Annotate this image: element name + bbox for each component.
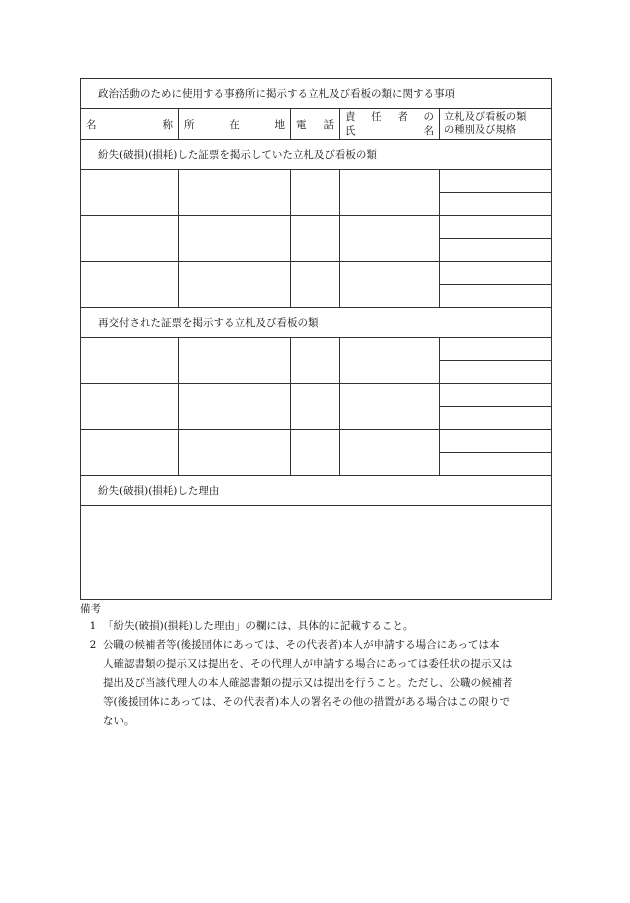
remark-note-2 [80, 636, 555, 731]
address-cell[interactable] [179, 170, 291, 216]
spec-cell[interactable] [440, 407, 552, 430]
responsible-name-cell[interactable] [340, 338, 440, 384]
remarks-title: 備考 [80, 603, 101, 615]
note-line: 公職の候補者等(後援団体にあっては、その代表者)本人が申請する場合にあっては本 [103, 639, 500, 651]
name-cell[interactable] [81, 262, 179, 308]
section-title-lost-signboards: 紛失(破損)(損耗)した証票を掲示していた立札及び看板の類 [81, 140, 552, 170]
reissued-entry-row [81, 430, 552, 453]
note-number: 1 [89, 620, 97, 632]
responsible-name-cell[interactable] [340, 262, 440, 308]
name-cell[interactable] [81, 216, 179, 262]
spec-cell[interactable] [440, 453, 552, 476]
spec-cell[interactable] [440, 285, 552, 308]
header-name: 名 称 [81, 109, 179, 140]
section-office-signboards [81, 79, 552, 109]
spec-cell[interactable] [440, 361, 552, 384]
phone-cell[interactable] [291, 384, 340, 430]
header-kind-spec: 立札及び看板の類 の種別及び規格 [440, 109, 552, 140]
spec-cell[interactable] [440, 239, 552, 262]
note-number: 2 [89, 639, 97, 651]
name-cell[interactable] [81, 170, 179, 216]
loss-reason-field[interactable] [81, 506, 552, 600]
remarks-block [80, 602, 555, 731]
kind-cell[interactable] [440, 262, 552, 285]
responsible-name-cell[interactable] [340, 430, 440, 476]
remark-note-1 [80, 617, 555, 636]
kind-cell[interactable] [440, 216, 552, 239]
spec-cell[interactable] [440, 193, 552, 216]
note-line: 提出及び当該代理人の本人確認書類の提示又は提出を行うこと。ただし、公職の候補者 [103, 677, 513, 689]
header-address: 所 在 地 [179, 109, 291, 140]
section-lost-signboards [81, 140, 552, 170]
section-reissued-signboards [81, 308, 552, 338]
note-line: 「紛失(破損)(損耗)した理由」の欄には、具体的に記載すること。 [103, 620, 414, 632]
section-title-loss-reason: 紛失(破損)(損耗)した理由 [81, 476, 552, 506]
address-cell[interactable] [179, 216, 291, 262]
kind-cell[interactable] [440, 384, 552, 407]
kind-cell[interactable] [440, 430, 552, 453]
responsible-name-cell[interactable] [340, 170, 440, 216]
address-cell[interactable] [179, 430, 291, 476]
address-cell[interactable] [179, 262, 291, 308]
address-cell[interactable] [179, 338, 291, 384]
phone-cell[interactable] [291, 170, 340, 216]
phone-cell[interactable] [291, 216, 340, 262]
phone-cell[interactable] [291, 338, 340, 384]
section-title-reissued-signboards: 再交付された証票を掲示する立札及び看板の類 [81, 308, 552, 338]
lost-entry-row [81, 170, 552, 193]
reissued-entry-row [81, 338, 552, 361]
address-cell[interactable] [179, 384, 291, 430]
header-row [81, 109, 552, 140]
name-cell[interactable] [81, 338, 179, 384]
name-cell[interactable] [81, 430, 179, 476]
note-line: ない。 [103, 715, 135, 727]
phone-cell[interactable] [291, 262, 340, 308]
name-cell[interactable] [81, 384, 179, 430]
kind-cell[interactable] [440, 170, 552, 193]
phone-cell[interactable] [291, 430, 340, 476]
reissued-entry-row [81, 384, 552, 407]
note-line: 等(後援団体にあっては、その代表者)本人の署名その他の措置がある場合はこの限りで [103, 696, 511, 708]
responsible-name-cell[interactable] [340, 384, 440, 430]
lost-entry-row [81, 216, 552, 239]
section-title-office-signboards: 政治活動のために使用する事務所に掲示する立札及び看板の類に関する事項 [81, 79, 552, 109]
note-line: 人確認書類の提示又は提出を、その代理人が申請する場合にあっては委任状の提示又は [103, 658, 513, 670]
responsible-name-cell[interactable] [340, 216, 440, 262]
lost-entry-row [81, 262, 552, 285]
header-phone: 電 話 [291, 109, 340, 140]
signboard-form-table [80, 78, 552, 600]
kind-cell[interactable] [440, 338, 552, 361]
section-loss-reason [81, 476, 552, 506]
header-responsible-name: 責 任 者 の 氏 名 [340, 109, 440, 140]
